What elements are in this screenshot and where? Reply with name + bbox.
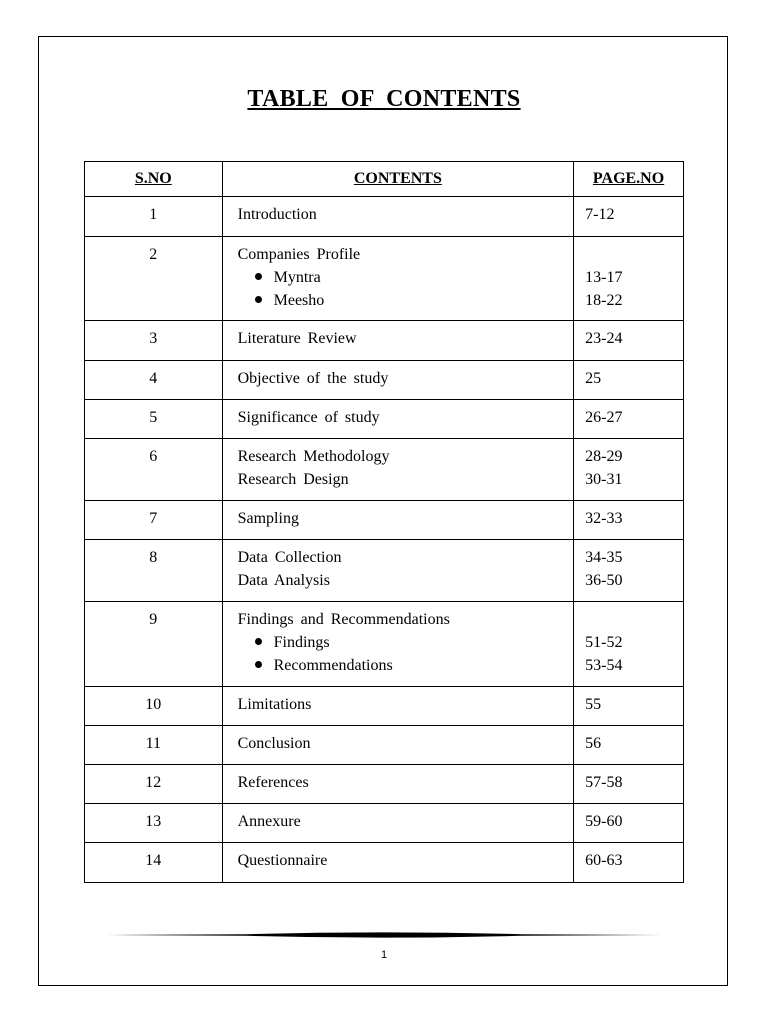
header-page: PAGE.NO: [574, 162, 684, 197]
contents-label: Limitations: [237, 696, 312, 713]
row-sno: [85, 197, 223, 237]
page-range: 18-22: [585, 292, 623, 309]
row-page: [574, 602, 684, 687]
contents-label: Data Collection: [237, 549, 342, 566]
row-page: [574, 400, 684, 439]
row-sno: [85, 501, 223, 540]
contents-label: Myntra: [273, 269, 321, 286]
contents-item: [238, 610, 574, 633]
page-range: 53-54: [585, 657, 623, 674]
row-page: [574, 321, 684, 361]
header-contents: CONTENTS: [222, 162, 574, 197]
page-range: 51-52: [585, 634, 623, 651]
row-sno: [85, 765, 223, 804]
sno-text: 4: [149, 370, 158, 387]
sno-text: 14: [145, 852, 162, 869]
bullet-item: [238, 268, 574, 291]
contents-label: Research Design: [237, 471, 349, 488]
bullet-icon: [255, 273, 262, 280]
sno-text: 10: [145, 696, 162, 713]
contents-item: [238, 851, 574, 874]
table-row: [85, 843, 684, 883]
contents-label: Research Methodology: [237, 448, 390, 465]
table-row: [85, 687, 684, 726]
contents-label: Findings: [273, 634, 330, 651]
row-page: [574, 843, 684, 883]
page-range: 30-31: [585, 471, 623, 488]
table-row: [85, 439, 684, 501]
row-page: [574, 361, 684, 400]
contents-label: Recommendations: [273, 657, 393, 674]
contents-item: [238, 695, 574, 718]
row-page: [574, 765, 684, 804]
sno-text: 11: [145, 735, 161, 752]
row-contents: [222, 540, 574, 602]
contents-label: Objective of the study: [237, 370, 389, 387]
contents-item: [238, 408, 574, 431]
row-contents: [222, 400, 574, 439]
row-page: [574, 540, 684, 602]
row-page: [574, 501, 684, 540]
table-row: [85, 765, 684, 804]
row-page: [574, 237, 684, 321]
row-sno: [85, 361, 223, 400]
contents-label: Findings and Recommendations: [237, 611, 450, 628]
row-sno: [85, 439, 223, 501]
row-sno: [85, 321, 223, 361]
contents-item: [238, 329, 574, 352]
page-range: 55: [585, 696, 602, 713]
sno-text: 9: [149, 611, 158, 628]
sno-text: 7: [149, 510, 158, 527]
page-title: TABLE OF CONTENTS: [247, 86, 521, 112]
sno-text: 5: [149, 409, 158, 426]
bullet-icon: [255, 661, 262, 668]
contents-item: [238, 470, 574, 493]
row-sno: [85, 602, 223, 687]
row-sno: [85, 237, 223, 321]
sno-text: 1: [149, 206, 158, 223]
contents-item: [238, 205, 574, 228]
row-page: [574, 687, 684, 726]
row-contents: [222, 321, 574, 361]
row-page: [574, 804, 684, 843]
page-range: 36-50: [585, 572, 623, 589]
contents-item: [238, 571, 574, 594]
row-contents: [222, 501, 574, 540]
table-row: [85, 726, 684, 765]
bullet-icon: [255, 296, 262, 303]
sno-text: 2: [149, 246, 158, 263]
row-contents: [222, 602, 574, 687]
contents-item: [238, 773, 574, 796]
bullet-item: [238, 656, 574, 679]
page-range: 56: [585, 735, 602, 752]
table-row: [85, 804, 684, 843]
row-contents: [222, 361, 574, 400]
table-row: [85, 400, 684, 439]
row-page: [574, 197, 684, 237]
contents-label: References: [237, 774, 309, 791]
contents-item: [238, 369, 574, 392]
row-sno: [85, 400, 223, 439]
sno-text: 13: [145, 813, 162, 830]
footer-divider: [106, 928, 662, 942]
bullet-icon: [255, 638, 262, 645]
page-range: 23-24: [585, 330, 623, 347]
contents-label: Significance of study: [237, 409, 380, 426]
page-range: 59-60: [585, 813, 623, 830]
row-contents: [222, 843, 574, 883]
sno-text: 3: [149, 330, 158, 347]
sno-text: 8: [149, 549, 158, 566]
row-contents: [222, 197, 574, 237]
contents-label: Companies Profile: [237, 246, 361, 263]
row-page: [574, 439, 684, 501]
row-contents: [222, 687, 574, 726]
toc-table: [84, 161, 684, 883]
table-row: [85, 197, 684, 237]
row-sno: [85, 804, 223, 843]
page-range: [585, 245, 683, 268]
page-range: 13-17: [585, 269, 623, 286]
toc-body: [85, 197, 684, 883]
row-contents: [222, 804, 574, 843]
page-range: [585, 610, 683, 633]
page-range: 34-35: [585, 549, 623, 566]
row-sno: [85, 726, 223, 765]
contents-label: Conclusion: [237, 735, 311, 752]
contents-label: Annexure: [237, 813, 301, 830]
table-row: [85, 237, 684, 321]
table-row: [85, 321, 684, 361]
contents-label: Data Analysis: [237, 572, 330, 589]
contents-item: [238, 509, 574, 532]
contents-label: Introduction: [237, 206, 317, 223]
page-range: 7-12: [585, 206, 615, 223]
sno-text: 12: [145, 774, 162, 791]
contents-label: Literature Review: [237, 330, 357, 347]
table-row: [85, 540, 684, 602]
page-range: 25: [585, 370, 602, 387]
row-sno: [85, 687, 223, 726]
page-range: 57-58: [585, 774, 623, 791]
table-row: [85, 501, 684, 540]
page-range: 32-33: [585, 510, 623, 527]
row-contents: [222, 237, 574, 321]
bullet-item: [238, 633, 574, 656]
table-row: [85, 361, 684, 400]
row-page: [574, 726, 684, 765]
page-number: 1: [380, 949, 388, 961]
row-contents: [222, 765, 574, 804]
contents-item: [238, 447, 574, 470]
contents-label: Sampling: [237, 510, 299, 527]
page-range: 28-29: [585, 448, 623, 465]
row-contents: [222, 726, 574, 765]
row-contents: [222, 439, 574, 501]
contents-item: [238, 734, 574, 757]
contents-label: Questionnaire: [237, 852, 328, 869]
table-row: [85, 602, 684, 687]
page-range: 60-63: [585, 852, 623, 869]
row-sno: [85, 843, 223, 883]
contents-label: Meesho: [273, 292, 325, 309]
contents-item: [238, 812, 574, 835]
contents-item: [238, 548, 574, 571]
sno-text: 6: [149, 448, 158, 465]
toc-header-row: [85, 162, 684, 197]
header-sno: S.NO: [85, 162, 223, 197]
bullet-item: [238, 291, 574, 314]
row-sno: [85, 540, 223, 602]
page-range: 26-27: [585, 409, 623, 426]
contents-item: [238, 245, 574, 268]
